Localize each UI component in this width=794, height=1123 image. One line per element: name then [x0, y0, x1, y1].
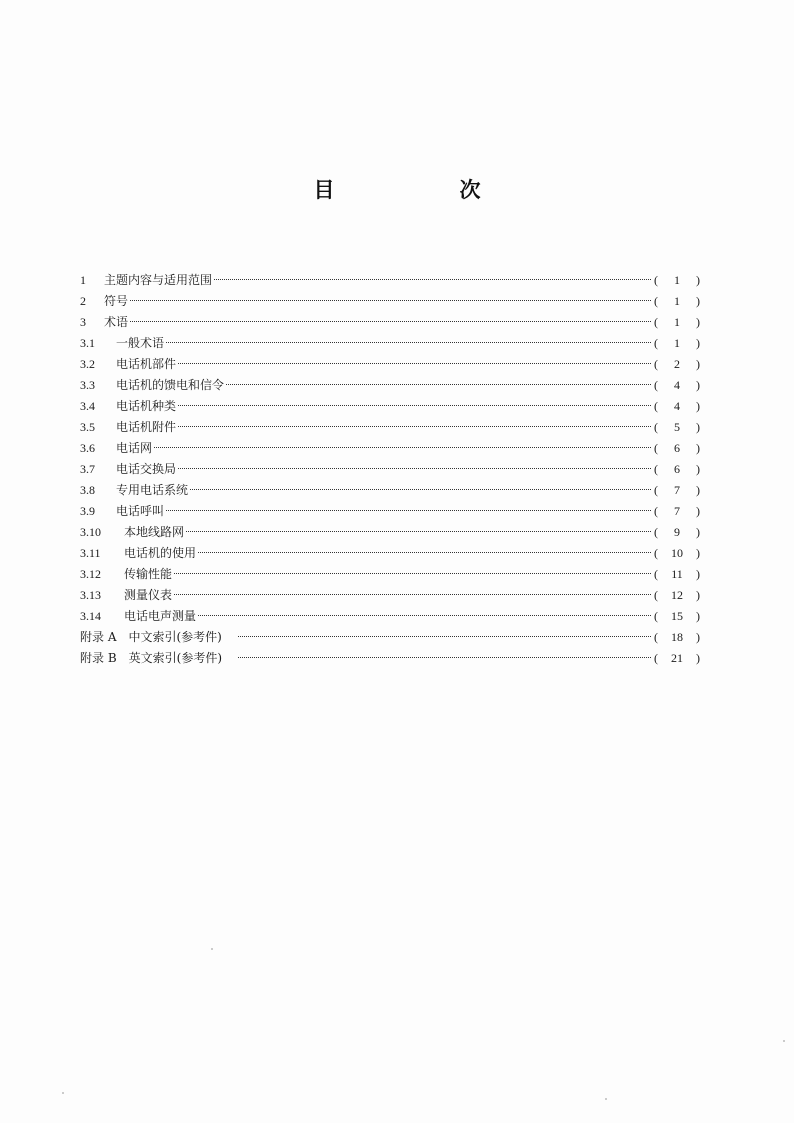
page-number: 21	[671, 651, 683, 665]
close-paren: )	[696, 357, 700, 371]
dot-leader	[130, 321, 651, 322]
toc-entry	[80, 375, 700, 396]
toc-entry-page-ref	[654, 438, 700, 459]
toc-entry	[80, 606, 700, 627]
table-of-contents	[80, 270, 700, 669]
scan-speck	[783, 1040, 785, 1042]
scan-speck	[605, 1098, 607, 1100]
open-paren: (	[654, 315, 658, 329]
toc-entry-number: 3.5	[80, 420, 95, 434]
page-number: 1	[674, 294, 680, 308]
toc-entry	[80, 396, 700, 417]
toc-entry-number: 3.12	[80, 567, 101, 581]
open-paren: (	[654, 462, 658, 476]
toc-entry-page-ref	[654, 312, 700, 333]
toc-entry-page-ref	[654, 501, 700, 522]
open-paren: (	[654, 399, 658, 413]
toc-entry-label: 电话呼叫	[116, 504, 165, 518]
close-paren: )	[696, 273, 700, 287]
page-number: 12	[671, 588, 683, 602]
dot-leader	[198, 615, 651, 616]
toc-entry	[80, 459, 700, 480]
open-paren: (	[654, 546, 658, 560]
toc-entry-label: 专用电话系统	[116, 483, 189, 497]
page-number: 4	[674, 399, 680, 413]
close-paren: )	[696, 651, 700, 665]
toc-entry-number: 3.13	[80, 588, 101, 602]
toc-entry-label: 附录 B 英文索引(参考件)	[80, 651, 222, 665]
open-paren: (	[654, 357, 658, 371]
toc-entry-number: 3.6	[80, 441, 95, 455]
close-paren: )	[696, 462, 700, 476]
toc-entry-number: 3.11	[80, 546, 101, 560]
toc-entry	[80, 291, 700, 312]
dot-leader	[186, 531, 651, 532]
toc-entry-number: 3.9	[80, 504, 95, 518]
toc-entry-page-ref	[654, 291, 700, 312]
dot-leader	[154, 447, 651, 448]
close-paren: )	[696, 378, 700, 392]
scan-speck	[62, 1092, 64, 1094]
dot-leader	[190, 489, 651, 490]
toc-entry	[80, 438, 700, 459]
toc-entry-label: 电话机的使用	[124, 546, 197, 560]
page-number: 7	[674, 504, 680, 518]
close-paren: )	[696, 609, 700, 623]
toc-entry-page-ref	[654, 459, 700, 480]
page-number: 10	[671, 546, 683, 560]
page-number: 15	[671, 609, 683, 623]
toc-entry	[80, 585, 700, 606]
toc-entry	[80, 270, 700, 291]
toc-entry	[80, 564, 700, 585]
close-paren: )	[696, 504, 700, 518]
toc-entry-number: 3.8	[80, 483, 95, 497]
dot-leader	[198, 552, 651, 553]
toc-entry-page-ref	[654, 564, 700, 585]
open-paren: (	[654, 588, 658, 602]
toc-entry-number: 3.1	[80, 336, 95, 350]
toc-entry	[80, 354, 700, 375]
close-paren: )	[696, 441, 700, 455]
toc-entry-label: 电话机的馈电和信令	[116, 378, 225, 392]
close-paren: )	[696, 630, 700, 644]
toc-entry-label: 电话交换局	[116, 462, 177, 476]
toc-entry-number: 3	[80, 315, 86, 329]
close-paren: )	[696, 294, 700, 308]
toc-entry-label: 电话机部件	[116, 357, 177, 371]
dot-leader	[130, 300, 651, 301]
toc-entry-page-ref	[654, 606, 700, 627]
dot-leader	[178, 468, 651, 469]
dot-leader	[166, 342, 651, 343]
close-paren: )	[696, 420, 700, 434]
dot-leader	[174, 573, 651, 574]
open-paren: (	[654, 336, 658, 350]
toc-entry-number: 2	[80, 294, 86, 308]
toc-entry	[80, 648, 700, 669]
toc-entry	[80, 417, 700, 438]
toc-entry	[80, 627, 700, 648]
toc-entry-page-ref	[654, 333, 700, 354]
dot-leader	[238, 636, 651, 637]
dot-leader	[178, 426, 651, 427]
toc-entry-label: 传输性能	[124, 567, 173, 581]
toc-entry-label: 附录 A 中文索引(参考件)	[80, 630, 222, 644]
dot-leader	[178, 363, 651, 364]
close-paren: )	[696, 588, 700, 602]
toc-entry-page-ref	[654, 627, 700, 648]
open-paren: (	[654, 441, 658, 455]
toc-entry-page-ref	[654, 585, 700, 606]
dot-leader	[226, 384, 651, 385]
page-number: 11	[671, 567, 683, 581]
toc-entry	[80, 522, 700, 543]
open-paren: (	[654, 378, 658, 392]
toc-entry-label: 测量仪表	[124, 588, 173, 602]
close-paren: )	[696, 525, 700, 539]
toc-entry-label: 符号	[104, 294, 129, 308]
page-number: 5	[674, 420, 680, 434]
toc-entry-label: 电话机附件	[116, 420, 177, 434]
toc-entry-page-ref	[654, 480, 700, 501]
toc-entry-label: 本地线路网	[124, 525, 185, 539]
dot-leader	[166, 510, 651, 511]
toc-entry-page-ref	[654, 417, 700, 438]
close-paren: )	[696, 315, 700, 329]
toc-entry-number: 3.4	[80, 399, 95, 413]
dot-leader	[214, 279, 651, 280]
toc-entry-label: 一般术语	[116, 336, 165, 350]
toc-entry	[80, 312, 700, 333]
open-paren: (	[654, 567, 658, 581]
page-number: 6	[674, 441, 680, 455]
dot-leader	[238, 657, 651, 658]
toc-entry-page-ref	[654, 375, 700, 396]
page-number: 6	[674, 462, 680, 476]
page-number: 7	[674, 483, 680, 497]
close-paren: )	[696, 483, 700, 497]
page-number: 1	[674, 336, 680, 350]
dot-leader	[178, 405, 651, 406]
toc-entry-label: 术语	[104, 315, 129, 329]
page-title: 目 次	[313, 178, 533, 202]
toc-entry	[80, 543, 700, 564]
toc-entry-page-ref	[654, 648, 700, 669]
toc-entry-page-ref	[654, 396, 700, 417]
toc-entry	[80, 501, 700, 522]
toc-entry-number: 3.10	[80, 525, 101, 539]
open-paren: (	[654, 609, 658, 623]
close-paren: )	[696, 546, 700, 560]
close-paren: )	[696, 336, 700, 350]
page-number: 2	[674, 357, 680, 371]
toc-entry-page-ref	[654, 354, 700, 375]
toc-entry-page-ref	[654, 543, 700, 564]
toc-entry-number: 3.7	[80, 462, 95, 476]
page-number: 9	[674, 525, 680, 539]
toc-entry-page-ref	[654, 522, 700, 543]
toc-entry-number: 3.2	[80, 357, 95, 371]
page-number: 1	[674, 273, 680, 287]
open-paren: (	[654, 630, 658, 644]
open-paren: (	[654, 525, 658, 539]
toc-entry-label: 电话电声测量	[124, 609, 197, 623]
open-paren: (	[654, 420, 658, 434]
toc-entry-number: 1	[80, 273, 86, 287]
open-paren: (	[654, 273, 658, 287]
toc-entry-number: 3.14	[80, 609, 101, 623]
toc-entry-label: 电话机种类	[116, 399, 177, 413]
page-number: 1	[674, 315, 680, 329]
close-paren: )	[696, 399, 700, 413]
open-paren: (	[654, 504, 658, 518]
toc-entry-label: 主题内容与适用范围	[104, 273, 213, 287]
dot-leader	[174, 594, 651, 595]
toc-entry	[80, 480, 700, 501]
page-number: 4	[674, 378, 680, 392]
toc-entry-page-ref	[654, 270, 700, 291]
toc-entry-number: 3.3	[80, 378, 95, 392]
open-paren: (	[654, 651, 658, 665]
close-paren: )	[696, 567, 700, 581]
scan-speck	[211, 948, 213, 950]
open-paren: (	[654, 294, 658, 308]
toc-entry-label: 电话网	[116, 441, 153, 455]
open-paren: (	[654, 483, 658, 497]
toc-entry	[80, 333, 700, 354]
page-number: 18	[671, 630, 683, 644]
